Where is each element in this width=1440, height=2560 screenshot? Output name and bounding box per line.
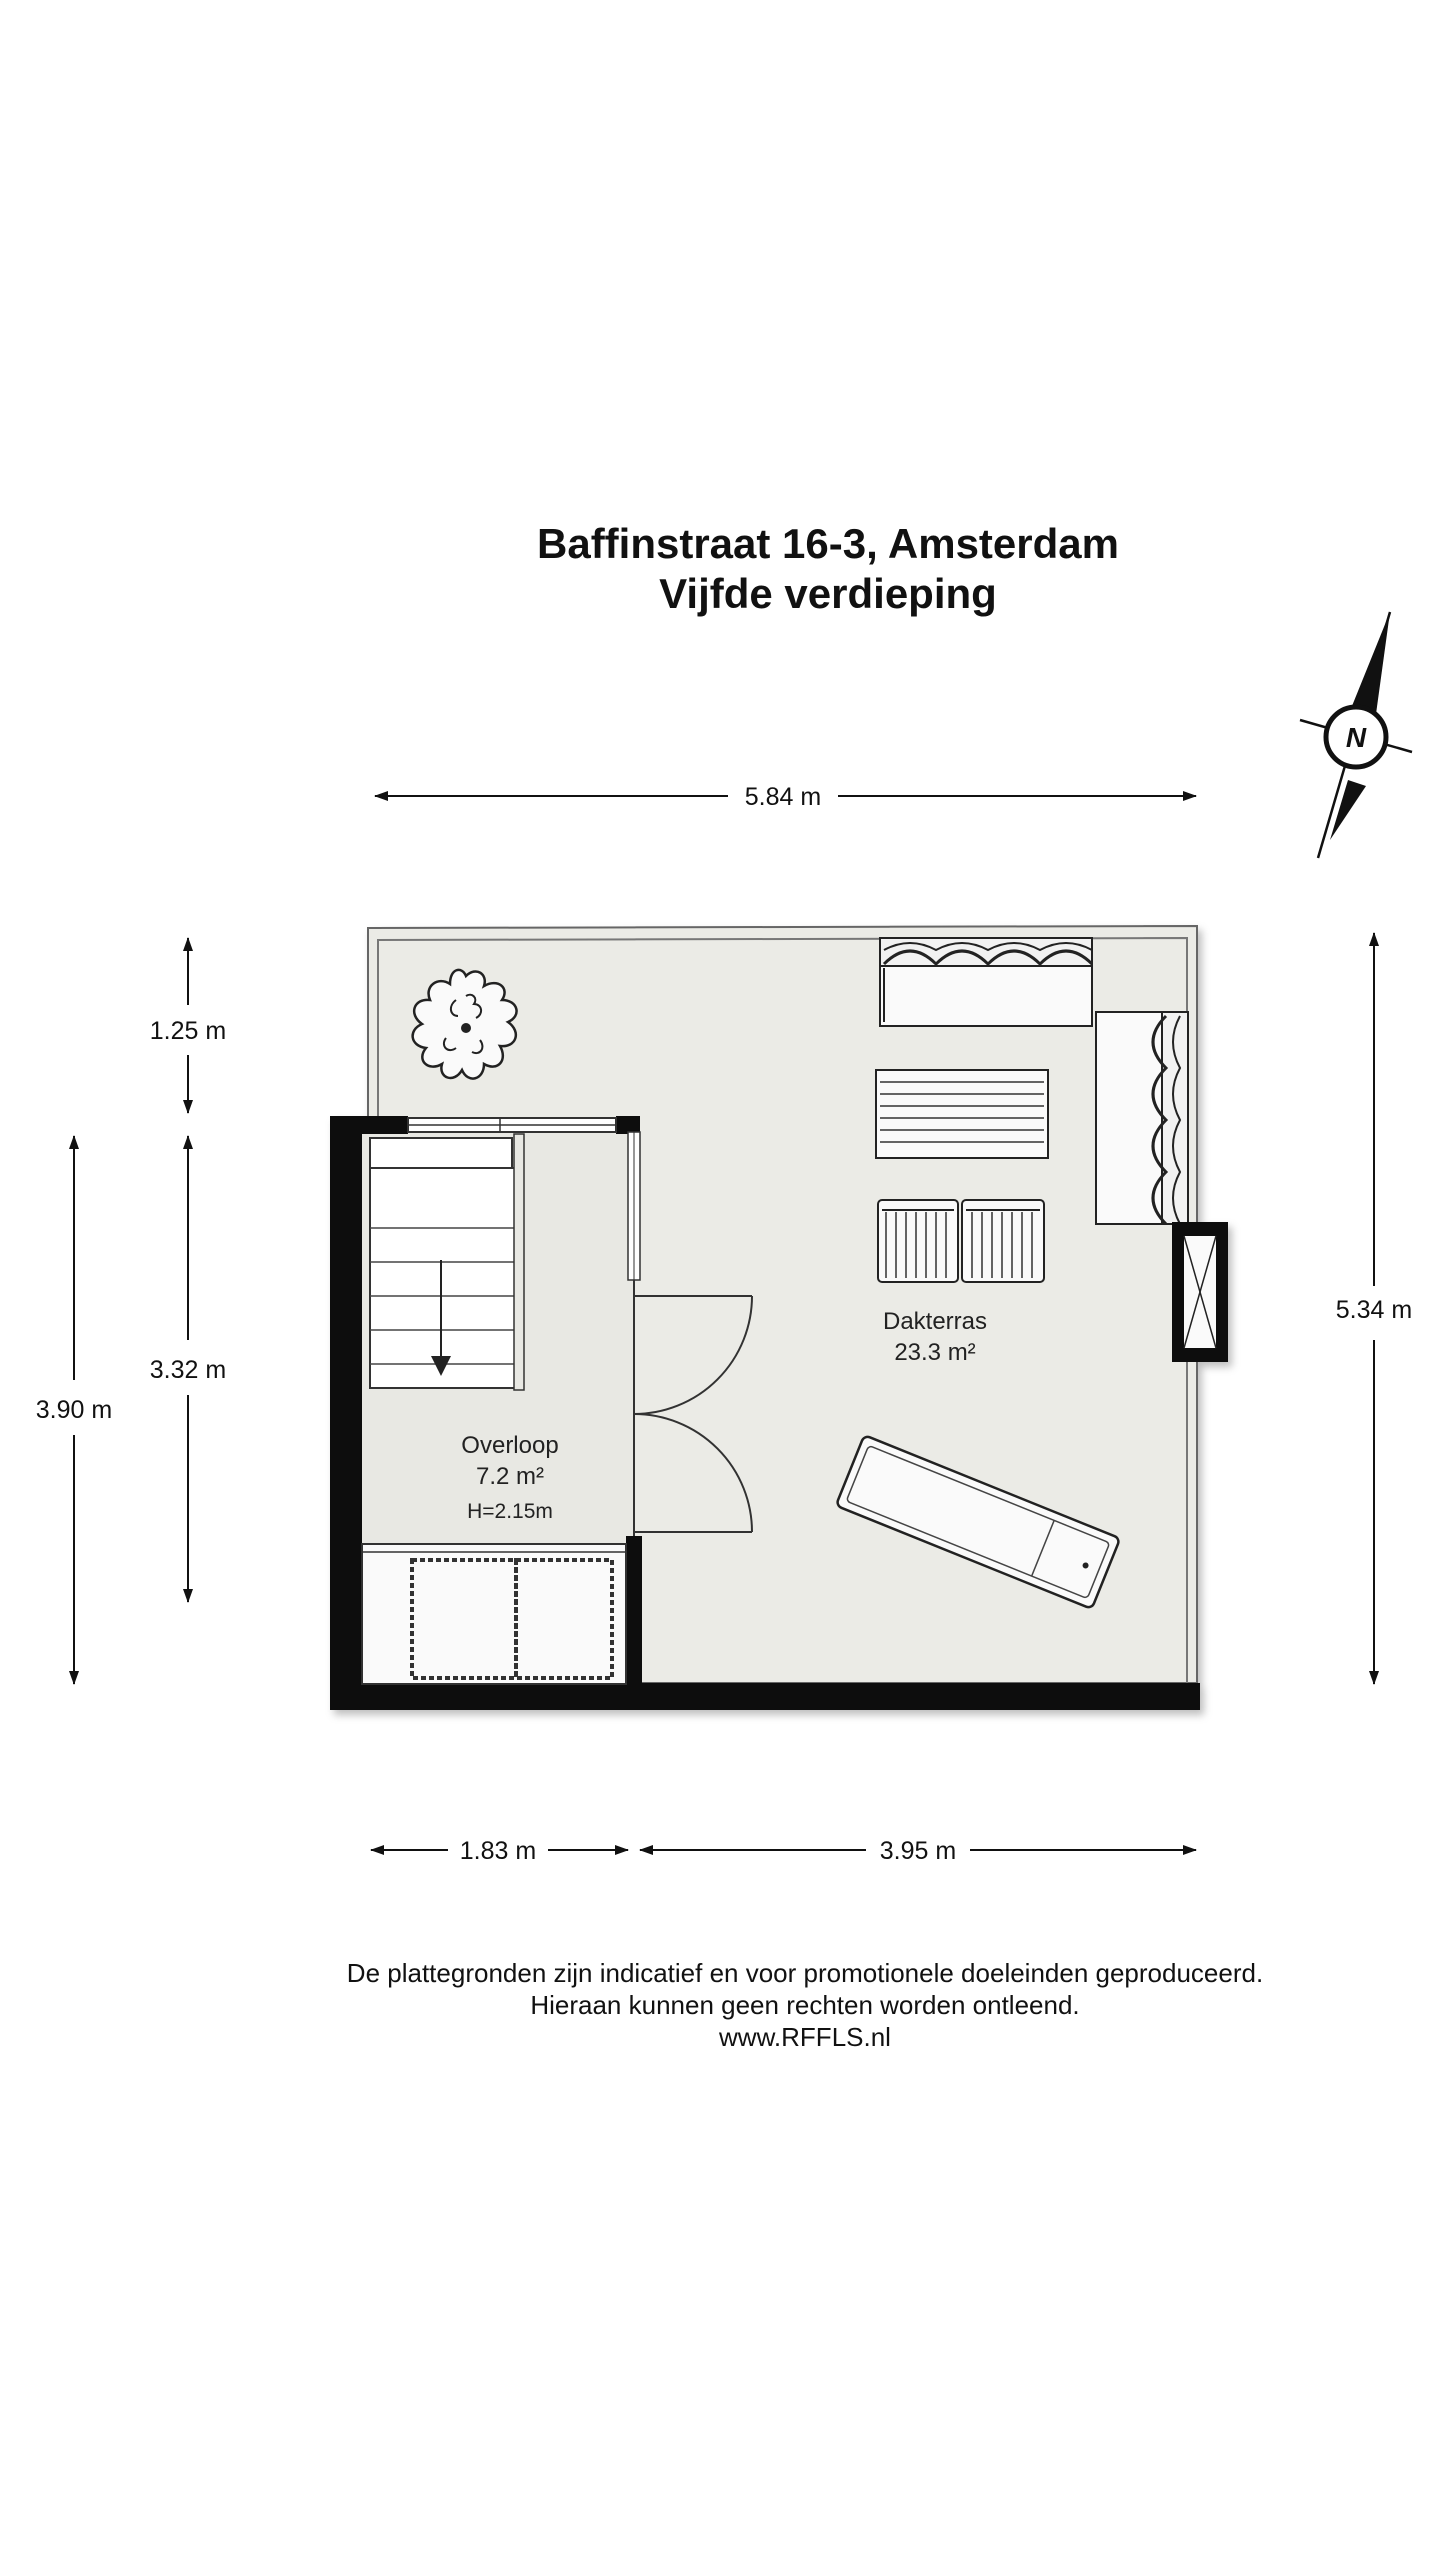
dimension-label-left-total: 3.90 m [35, 1396, 113, 1424]
staircase [370, 1134, 524, 1390]
dimension-label-bottom-right: 3.95 m [879, 1837, 957, 1865]
dimension-label-stair-depth: 3.32 m [149, 1356, 227, 1384]
skylight-icon [1172, 1222, 1228, 1362]
landing-name: Overloop [461, 1432, 559, 1459]
window-top [408, 1118, 616, 1132]
chair-icon [962, 1200, 1044, 1282]
disclaimer-line-1: De plattegronden zijn indicatief en voor promotionele doeleinden geproduceerd. [346, 1958, 1264, 1988]
dimension-label-bottom-left: 1.83 m [459, 1837, 537, 1865]
terrace-name: Dakterras [882, 1308, 988, 1335]
storage-cabinets [362, 1544, 626, 1684]
dimension-top [375, 783, 1196, 811]
dimension-bottom-left [371, 1837, 628, 1865]
dimension-label-top: 5.84 m [744, 783, 822, 811]
wall-top-left-stub [330, 1116, 408, 1134]
terrace-area: 23.3 m² [894, 1339, 976, 1366]
website-link[interactable]: www.RFFLS.nl [719, 2022, 891, 2052]
wall-landing-right [626, 1536, 642, 1690]
compass-label: N [1345, 722, 1367, 753]
disclaimer-line-2: Hieraan kunnen geen rechten worden ontleend. [530, 1990, 1080, 2020]
dimension-right-total [1336, 933, 1412, 1684]
dimension-stair-depth [150, 1136, 226, 1602]
dimension-label-terrace-depth: 1.25 m [149, 1017, 227, 1045]
landing-height: H=2.15m [467, 1500, 553, 1523]
dimension-label-right-total: 5.34 m [1335, 1296, 1413, 1324]
dimension-terrace-depth [150, 938, 226, 1113]
page-title: Baffinstraat 16-3, Amsterdam [537, 520, 1119, 567]
glass-partition [628, 1132, 640, 1280]
table-icon [876, 1070, 1048, 1158]
wall-bottom [330, 1683, 1200, 1710]
lounge-sofa-icon [880, 938, 1092, 1026]
lounge-sofa-icon [1096, 1012, 1188, 1224]
plan-body [330, 926, 1228, 1710]
dimension-left-total [36, 1136, 112, 1684]
dimension-bottom-right [640, 1837, 1196, 1865]
wall-left [330, 1116, 362, 1710]
landing-area: 7.2 m² [475, 1463, 545, 1490]
north-arrow-icon [1300, 612, 1412, 858]
page-subtitle: Vijfde verdieping [659, 570, 997, 617]
chair-icon [878, 1200, 958, 1282]
